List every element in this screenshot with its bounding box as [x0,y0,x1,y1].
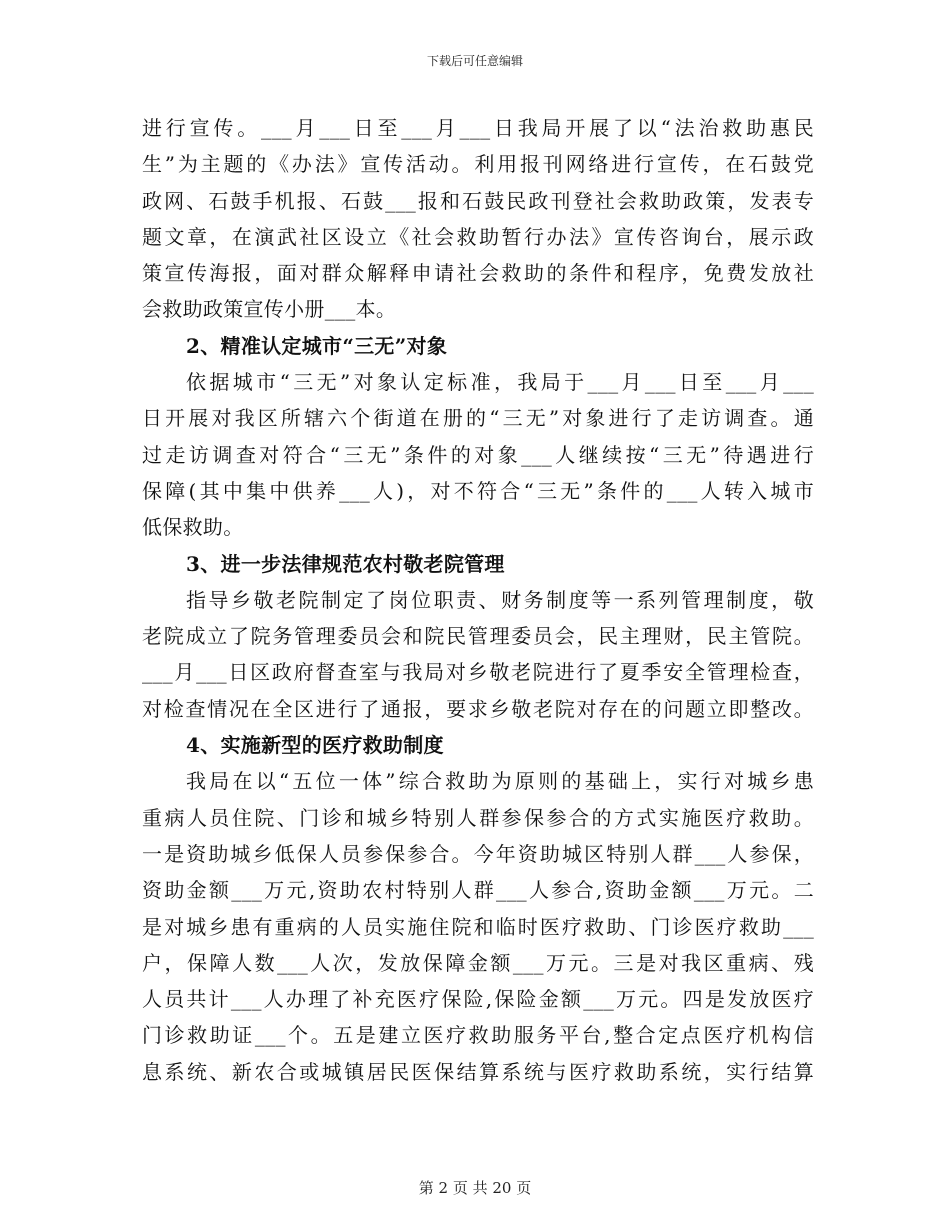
body-line: 策宣传海报，面对群众解释申请社会救助的条件和程序，免费发放社 [142,261,814,286]
page-footer: 第 2 页 共 20 页 [418,1179,532,1197]
body-line: 依据城市“三无”对象认定标准，我局于___月___日至___月___ [186,370,814,395]
section-heading-4: 4、实施新型的医疗救助制度 [186,733,444,758]
body-line: 对检查情况在全区进行了通报，要求乡敬老院对存在的问题立即整改。 [142,696,814,721]
body-line: 门诊救助证___个。五是建立医疗救助服务平台,整合定点医疗机构信 [142,1023,814,1048]
body-line: 息系统、新农合或城镇居民医保结算系统与医疗救助系统，实行结算 [142,1059,814,1084]
body-line: 指导乡敬老院制定了岗位职责、财务制度等一系列管理制度，敬 [186,587,814,612]
body-line: 生”为主题的《办法》宣传活动。利用报刊网络进行宣传，在石鼓党 [142,152,814,177]
body-line: 过走访调查对符合“三无”条件的对象___人继续按“三无”待遇进行 [142,442,814,467]
body-line: 老院成立了院务管理委员会和院民管理委员会，民主理财，民主管院。 [142,624,814,649]
body-line: 日开展对我区所辖六个街道在册的“三无”对象进行了走访调查。通 [142,406,814,431]
body-line: 资助金额___万元,资助农村特别人群___人参合,资助金额___万元。二 [142,878,814,903]
body-line: ___月___日区政府督查室与我局对乡敬老院进行了夏季安全管理检查， [142,660,814,685]
body-line: 政网、石鼓手机报、石鼓___报和石鼓民政刊登社会救助政策，发表专 [142,188,814,213]
page-header: 下载后可任意编辑 [426,54,523,68]
body-line: 低保救助。 [142,515,244,540]
document-body [142,110,814,1090]
body-line: 保障(其中集中供养___人)，对不符合“三无”条件的___人转入城市 [142,478,814,503]
body-line: 一是资助城乡低保人员参保参合。今年资助城区特别人群___人参保， [142,841,814,866]
body-line: 题文章，在演武社区设立《社会救助暂行办法》宣传咨询台，展示政 [142,224,814,249]
section-heading-3: 3、进一步法律规范农村敬老院管理 [186,551,505,576]
body-line: 进行宣传。___月___日至___月___日我局开展了以“法治救助惠民 [142,116,814,140]
body-line: 我局在以“五位一体”综合救助为原则的基础上，实行对城乡患 [186,769,814,794]
body-line: 人员共计___人办理了补充医疗保险,保险金额___万元。四是发放医疗 [142,987,814,1012]
body-line: 重病人员住院、门诊和城乡特别人群参保参合的方式实施医疗救助。 [142,805,814,830]
section-heading-2: 2、精准认定城市“三无”对象 [186,333,448,358]
body-line: 会救助政策宣传小册___本。 [142,297,397,322]
body-line: 是对城乡患有重病的人员实施住院和临时医疗救助、门诊医疗救助___ [142,914,814,939]
body-line: 户，保障人数___人次，发放保障金额___万元。三是对我区重病、残 [142,950,814,975]
